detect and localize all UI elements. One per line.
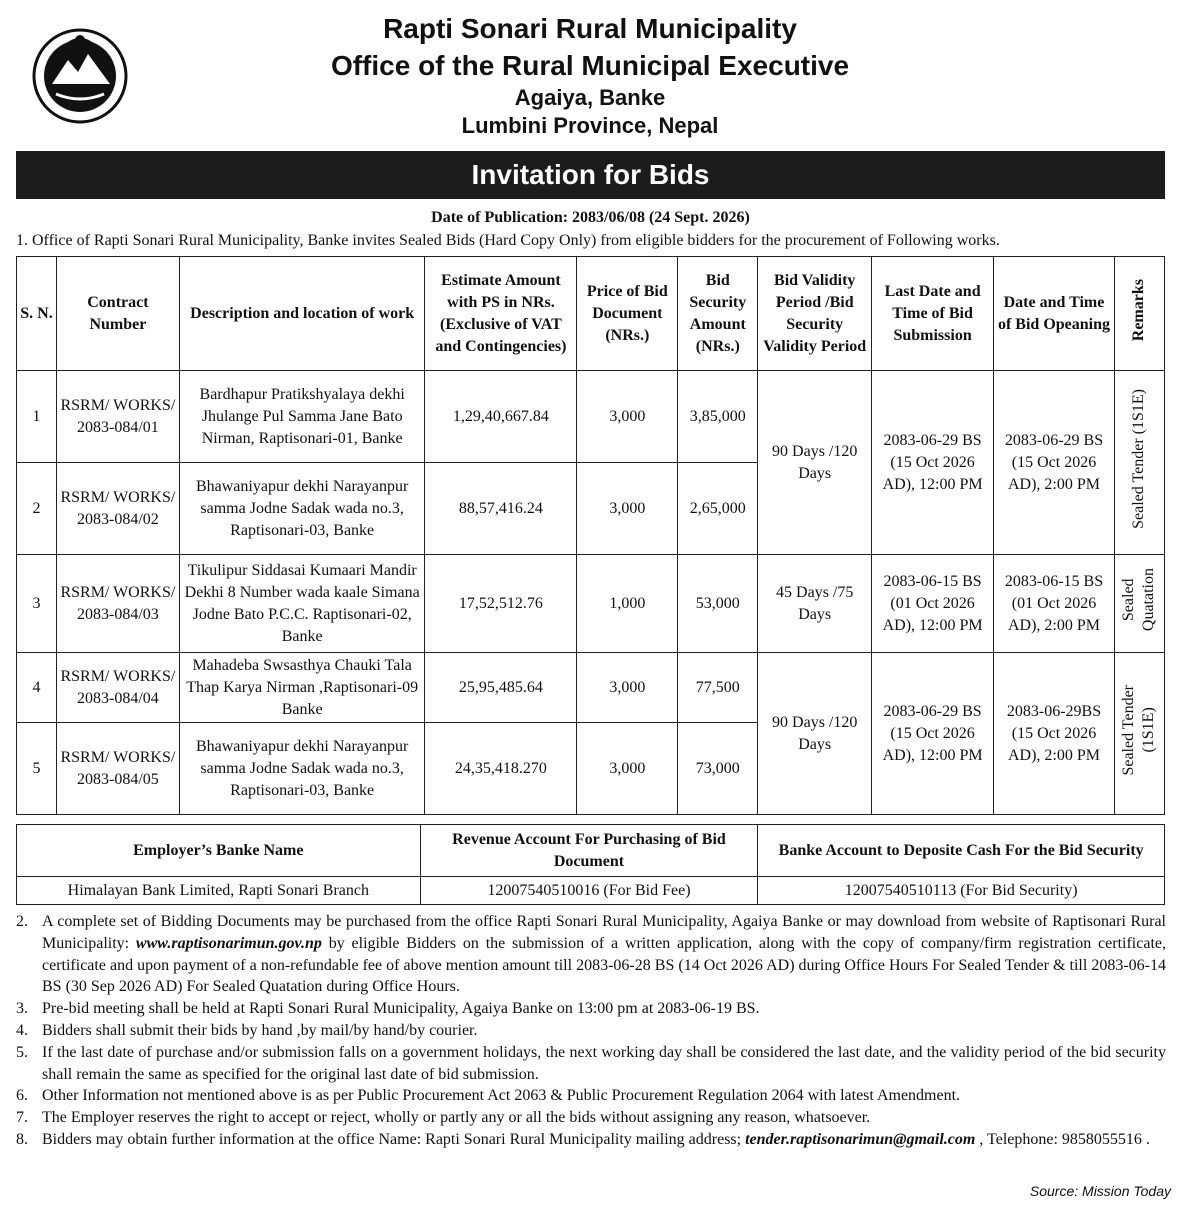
revenue-account: 12007540510016 (For Bid Fee) xyxy=(420,877,758,905)
opening-group-2: 2083-06-15 BS (01 Oct 2026 AD), 2:00 PM xyxy=(994,555,1115,653)
table-row: 2 RSRM/ WORKS/ 2083-084/02 Bhawaniyapur dekhi Narayanpur samma Jodne Sadak wada no.3, Raptisonari-03, Banke 88,57,416.24 3,000 2,65,000 xyxy=(17,463,1165,555)
bank-header-name: Employer’s Banke Name xyxy=(17,825,421,877)
header-security: Bid Security Amount (NRs.) xyxy=(678,257,758,371)
source-credit: Source: Mission Today xyxy=(1029,1183,1171,1199)
table-row: 1 RSRM/ WORKS/ 2083-084/01 Bardhapur Pratikshyalaya dekhi Jhulange Pul Samma Jane Bato Nirman, Raptisonari-01, Banke 1,29,40,667.84 3,000 3,85,000 90 Days /120 Days 2083-06-29 BS (15 Oct 2026 AD), 12:00 PM 2083-06-29 BS (15 Oct 2026 AD), 2:00 PM Sealed Tender (1S1E) xyxy=(17,371,1165,463)
list-item: 7. The Employer reserves the right to accept or reject, wholly or partly any or all the bids without assigning any reason, whatsoever. xyxy=(16,1109,871,1127)
header-sn: S. N. xyxy=(17,257,57,371)
header-contract: Contract Number xyxy=(56,257,179,371)
list-item: 8. Bidders may obtain further information at the office Name: Rapti Sonari Rural Municipality mailing address; tender.raptisonarimun@gmail.com , Telephone: 9858055516 . xyxy=(16,1130,1150,1148)
title-banner: Invitation for Bids xyxy=(16,151,1165,199)
list-item: 5. If the last date of purchase and/or submission falls on a government holidays, the next working day shall be considered the last date, and the validity period of the bid security shall remain the same as specified for the original last date of bid submission. xyxy=(16,1043,1166,1083)
nepal-emblem-logo xyxy=(22,24,138,124)
header-last-date: Last Date and Time of Bid Submission xyxy=(872,257,994,371)
notes-list xyxy=(16,911,1166,1151)
list-item: 4. Bidders shall submit their bids by hand ,by mail/by hand/by courier. xyxy=(16,1021,478,1039)
deposit-account: 12007540510113 (For Bid Security) xyxy=(758,877,1165,905)
office-name: Office of the Rural Municipal Executive xyxy=(330,50,850,81)
opening-group-3: 2083-06-29BS (15 Oct 2026 AD), 2:00 PM xyxy=(994,653,1115,815)
validity-group-3: 90 Days /120 Days xyxy=(758,653,872,815)
bids-table xyxy=(16,256,1165,815)
header xyxy=(150,10,1030,140)
table-header-row xyxy=(17,257,1165,371)
remarks-group-2: Sealed Quatation xyxy=(1114,555,1164,653)
remarks-group-3: Sealed Tender (1S1E) xyxy=(1114,653,1164,815)
validity-group-2: 45 Days /75 Days xyxy=(758,555,872,653)
validity-group-1: 90 Days /120 Days xyxy=(758,371,872,555)
website-link[interactable]: www.raptisonarimun.gov.np xyxy=(135,934,322,952)
opening-group-1: 2083-06-29 BS (15 Oct 2026 AD), 2:00 PM xyxy=(994,371,1115,555)
table-row: 3 RSRM/ WORKS/ 2083-084/03 Tikulipur Siddasai Kumaari Mandir Dekhi 8 Number wada kaale Simana Jodne Bato P.C.C. Raptisonari-02, Banke 17,52,512.76 1,000 53,000 45 Days /75 Days 2083-06-15 BS (01 Oct 2026 AD), 12:00 PM 2083-06-15 BS (01 Oct 2026 AD), 2:00 PM Sealed Quatation xyxy=(17,555,1165,653)
header-opening: Date and Time of Bid Opeaning xyxy=(994,257,1115,371)
last-date-group-3: 2083-06-29 BS (15 Oct 2026 AD), 12:00 PM xyxy=(872,653,994,815)
table-row: 4 RSRM/ WORKS/ 2083-084/04 Mahadeba Swsasthya Chauki Tala Thap Karya Nirman ,Raptisonari-09 Banke 25,95,485.64 3,000 77,500 90 Days /120 Days 2083-06-29 BS (15 Oct 2026 AD), 12:00 PM 2083-06-29BS (15 Oct 2026 AD), 2:00 PM Sealed Tender (1S1E) xyxy=(17,653,1165,723)
table-row: 5 RSRM/ WORKS/ 2083-084/05 Bhawaniyapur dekhi Narayanpur samma Jodne Sadak wada no.3, Raptisonari-03, Banke 24,35,418.270 3,000 73,000 xyxy=(17,723,1165,815)
email-link[interactable]: tender.raptisonarimun@gmail.com xyxy=(745,1130,976,1148)
publication-date: Date of Publication: 2083/06/08 (24 Sept. 2026) xyxy=(431,209,750,226)
list-item: 3. Pre-bid meeting shall be held at Rapti Sonari Rural Municipality, Agaiya Banke on 13:00 pm at 2083-06-19 BS. xyxy=(16,1000,760,1018)
bank-name: Himalayan Bank Limited, Rapti Sonari Branch xyxy=(17,877,421,905)
municipality-name: Rapti Sonari Rural Municipality xyxy=(383,13,797,44)
bank-table xyxy=(16,824,1165,905)
list-item: 6. Other Information not mentioned above is as per Public Procurement Act 2063 & Public Procurement Regulation 2064 with latest Amendment. xyxy=(16,1087,961,1105)
bank-header-revenue: Revenue Account For Purchasing of Bid Document xyxy=(420,825,758,877)
header-validity: Bid Validity Period /Bid Security Validity Period xyxy=(758,257,872,371)
list-item: 2. A complete set of Bidding Documents may be purchased from the office Rapti Sonari Rural Municipality, Agaiya Banke or may download from website of Raptisonari Rural Municipality: www.raptisonarimun.gov.np by eligible Bidders on the submission of a written application, along with the copy of company/firm registration certificate, certificate and upon payment of a non-refundable fee of above mention amount till 2083-06-28 BS (14 Oct 2026 AD) during Office Hours For Sealed Tender & till 2083-06-14 BS (30 Sep 2026 AD) For Sealed Quatation during Office Hours. xyxy=(16,913,1167,996)
header-price: Price of Bid Document (NRs.) xyxy=(577,257,678,371)
address-line: Agaiya, Banke xyxy=(514,85,666,110)
bank-header-deposit: Banke Account to Deposite Cash For the Bid Security xyxy=(758,825,1165,877)
province-line: Lumbini Province, Nepal xyxy=(461,113,719,138)
header-remarks: Remarks xyxy=(1114,257,1164,371)
last-date-group-2: 2083-06-15 BS (01 Oct 2026 AD), 12:00 PM xyxy=(872,555,994,653)
last-date-group-1: 2083-06-29 BS (15 Oct 2026 AD), 12:00 PM xyxy=(872,371,994,555)
intro-text: 1. Office of Rapti Sonari Rural Municipality, Banke invites Sealed Bids (Hard Copy Only) from eligible bidders for the procurement of Following works. xyxy=(16,232,1000,249)
header-description: Description and location of work xyxy=(179,257,425,371)
remarks-group-1: Sealed Tender (1S1E) xyxy=(1114,371,1164,555)
header-estimate: Estimate Amount with PS in NRs. (Exclusive of VAT and Contingencies) xyxy=(425,257,577,371)
